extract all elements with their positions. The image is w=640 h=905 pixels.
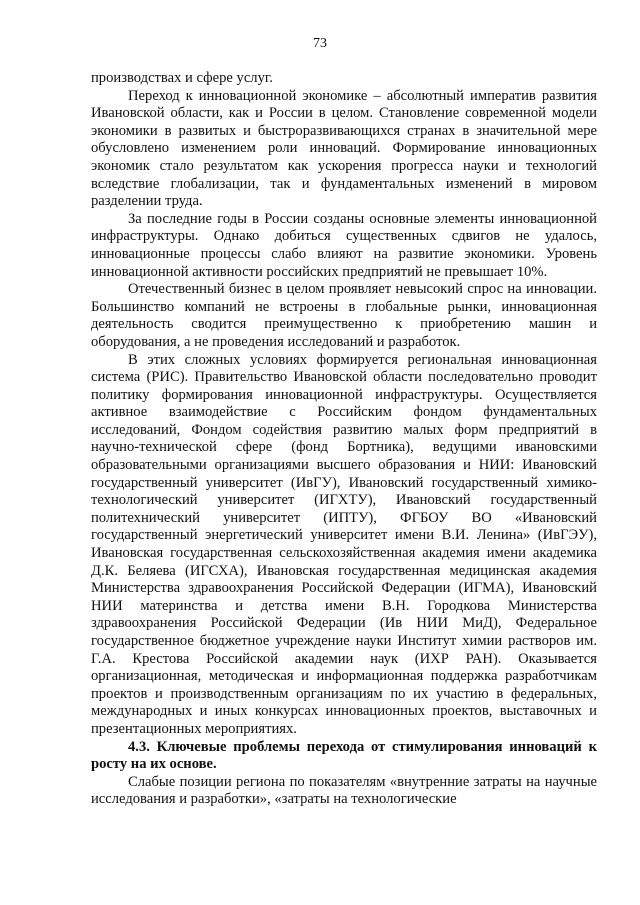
paragraph-regional-innovation-system: В этих сложных условиях формируется региональная инновационная система (РИС). Правительство Ивановской области последовательно проводит политику формирования инновационной инфраструктуры. Осуществляется активное взаимодействие с Российским фондом фундаментальных исследований, Фондом содействия развитию малых форм предприятий в научно-технической сфере (фонд Бортника), ведущими ивановскими образовательными организациями высшего образования и НИИ: Ивановский государственный университет (ИвГУ), Ивановский государственный химико-технологический университет (ИГХТУ), Ивановский государственный политехнический университет (ИПТУ), ФГБОУ ВО «Ивановский государственный энергетический университет имени В.И. Ленина» (ИвГЭУ), Ивановская государственная сельскохозяйственная академия имени академика Д.К. Беляева (ИГСХА), Ивановская государственная медицинская академия Министерства здравоохранения Российской Федерации (ИГМА), Ивановский НИИ материнства и детства имени В.Н. Городкова Министерства здравоохранения Российской Федерации (Ив НИИ МиД), Федеральное государственное бюджетное учреждение науки Институт химии растворов им. Г.А. Крестова Российской академии наук (ИХР РАН). Оказывается организационная, методическая и информационная поддержка разработчикам проектов и производственным организациям по их участию в федеральных, международных и иных конкурсах инновационных проектов, выставочных и презентационных мероприятиях. — [91, 351, 597, 737]
paragraph-domestic-business: Отечественный бизнес в целом проявляет невысокий спрос на инновации. Большинство компаний не встроены в глобальные рынки, инновационная деятельность сводится преимущественно к приобретению машин и оборудования, а не проведения исследований и разработок. — [91, 281, 597, 350]
page-number: 73 — [313, 36, 327, 51]
page-body — [91, 70, 597, 809]
paragraph-weak-positions: Слабые позиции региона по показателям «внутренние затраты на научные исследования и разработки», «затраты на технологические — [91, 773, 597, 808]
paragraph-innovation-economy: Переход к инновационной экономике – абсолютный императив развития Ивановской области, как и России в целом. Становление современной модели экономики в развитых и быстроразвивающихся странах в значительной мере обусловлено изменением роли инноваций. Формирование инновационных экономик стало результатом как ускорения прогресса науки и технологий вследствие глобализации, так и фундаментальных изменений в мировом разделении труда. — [91, 87, 597, 210]
paragraph-innovation-infrastructure: За последние годы в России созданы основные элементы инновационной инфраструктуры. Однако добиться существенных сдвигов не удалось, инновационные процессы слабо влияют на развитие экономики. Уровень инновационной активности российских предприятий не превышает 10%. — [91, 210, 597, 280]
paragraph-continuation: производствах и сфере услуг. — [91, 70, 273, 86]
section-heading-4-3: 4.3. Ключевые проблемы перехода от стимулирования инноваций к росту на их основе. — [91, 738, 597, 773]
